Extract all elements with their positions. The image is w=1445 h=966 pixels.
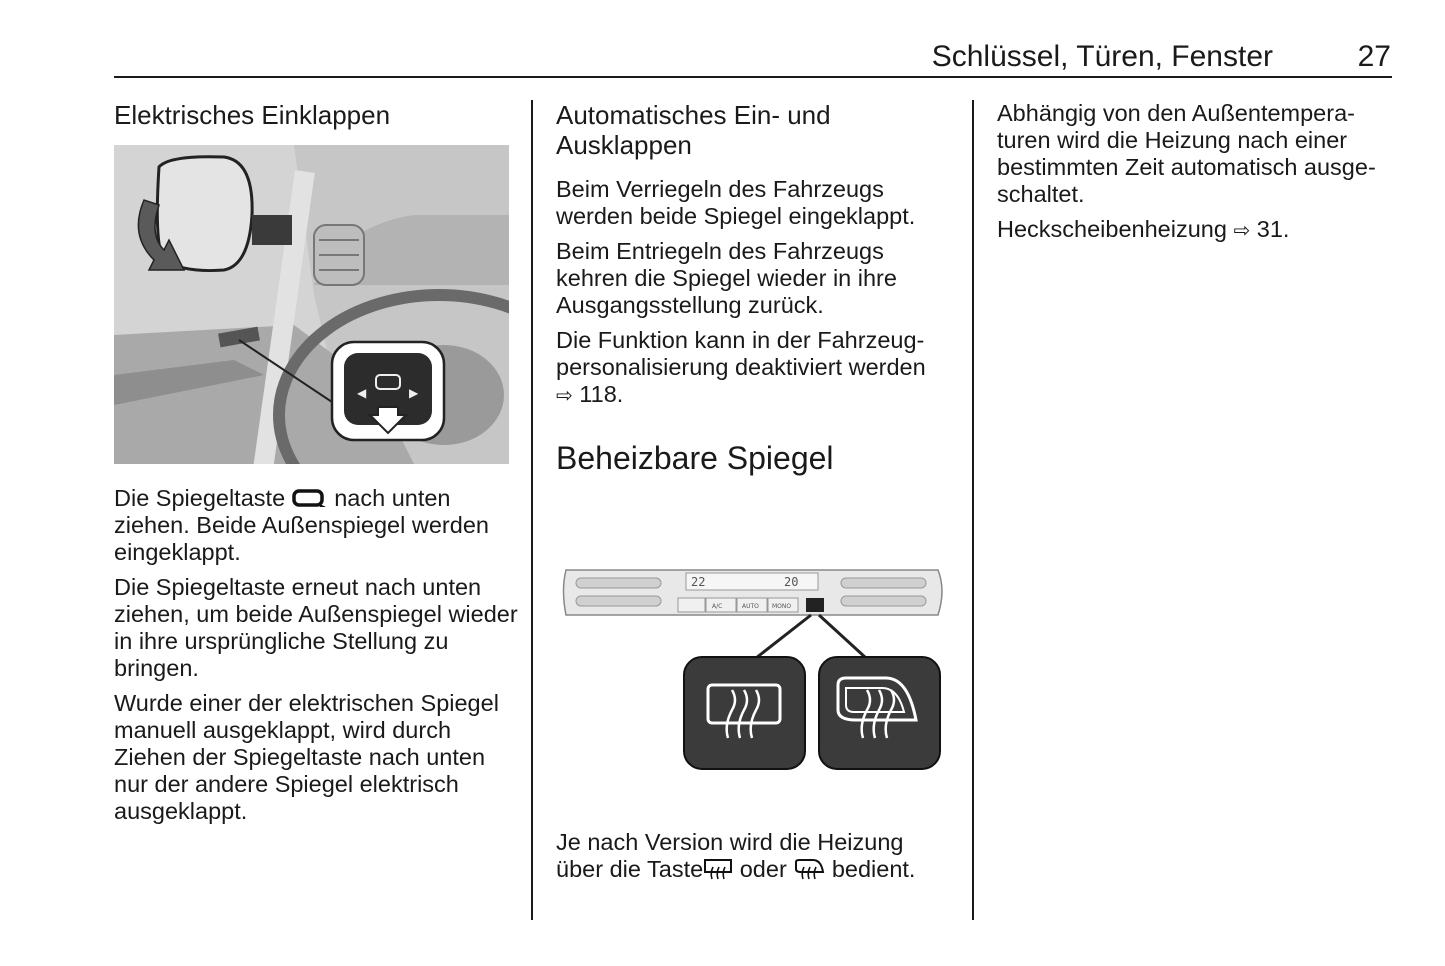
col1-body xyxy=(114,485,524,833)
page-ref-arrow-icon: ⇨ xyxy=(1233,220,1251,242)
column-divider-1 xyxy=(531,100,533,920)
page-reference[interactable]: 118. xyxy=(572,381,624,407)
heading-auto-folding: Automatisches Ein- und Ausklappen xyxy=(556,100,831,160)
mirror-folding-illustration xyxy=(114,145,509,464)
svg-text:◀: ◀ xyxy=(357,386,367,400)
paragraph: Heckscheibenheizung ⇨ 31. xyxy=(997,216,1397,245)
paragraph: Beim Verriegeln des Fahrzeugs werden beide Spiegel eingeklappt. xyxy=(556,176,916,229)
paragraph: Wurde einer der elektrischen Spiegel manuell ausgeklappt, wird durch Ziehen der Spiegeltaste nach unten nur der andere Spiegel elektrisch ausgeklappt. xyxy=(114,690,499,824)
climate-panel-illustration xyxy=(556,560,948,775)
col3-body xyxy=(997,100,1397,253)
svg-text:▶: ▶ xyxy=(409,386,419,400)
svg-text:22: 22 xyxy=(691,575,706,589)
svg-text:A/C: A/C xyxy=(712,603,723,610)
paragraph: Die Funktion kann in der Fahrzeugpersonalisierung deaktiviert werden ⇨ 118. xyxy=(556,327,956,410)
page-number: 27 xyxy=(1357,40,1391,73)
paragraph: Abhängig von den Außentemperaturen wird die Heizung nach einer bestimmten Zeit automatisch ausgeschaltet. xyxy=(997,100,1376,207)
column-divider-2 xyxy=(972,100,974,920)
heading-electric-folding: Elektrisches Einklappen xyxy=(114,100,391,130)
paragraph: Die Spiegeltaste erneut nach unten ziehen, um beide Außenspiegel wieder in ihre ursprüngliche Stellung zu bringen. xyxy=(114,574,518,681)
rear-window-heater-icon xyxy=(703,858,733,880)
svg-text:MONO: MONO xyxy=(772,603,792,610)
svg-text:20: 20 xyxy=(784,575,799,589)
paragraph: Beim Entriegeln des Fahrzeugs kehren die Spiegel wieder in ihre Ausgangsstellung zurück. xyxy=(556,238,897,318)
page-reference[interactable]: 31. xyxy=(1250,216,1290,242)
col2-bottom-text xyxy=(556,829,956,883)
header-rule xyxy=(114,76,1392,78)
mirror-button-icon xyxy=(292,489,328,509)
mirror-heater-icon xyxy=(793,858,825,880)
paragraph: Die Spiegeltaste nach unten ziehen. Beide Außenspiegel werden eingeklappt. xyxy=(114,485,489,565)
paragraph: Je nach Version wird die Heizung über die Taste oder bedient. xyxy=(556,829,916,882)
page-ref-arrow-icon: ⇨ xyxy=(556,385,573,407)
heading-heated-mirrors: Beheizbare Spiegel xyxy=(556,440,834,476)
page-header-title: Schlüssel, Türen, Fenster xyxy=(931,40,1273,73)
col2-body xyxy=(556,176,956,418)
svg-text:AUTO: AUTO xyxy=(742,603,759,610)
